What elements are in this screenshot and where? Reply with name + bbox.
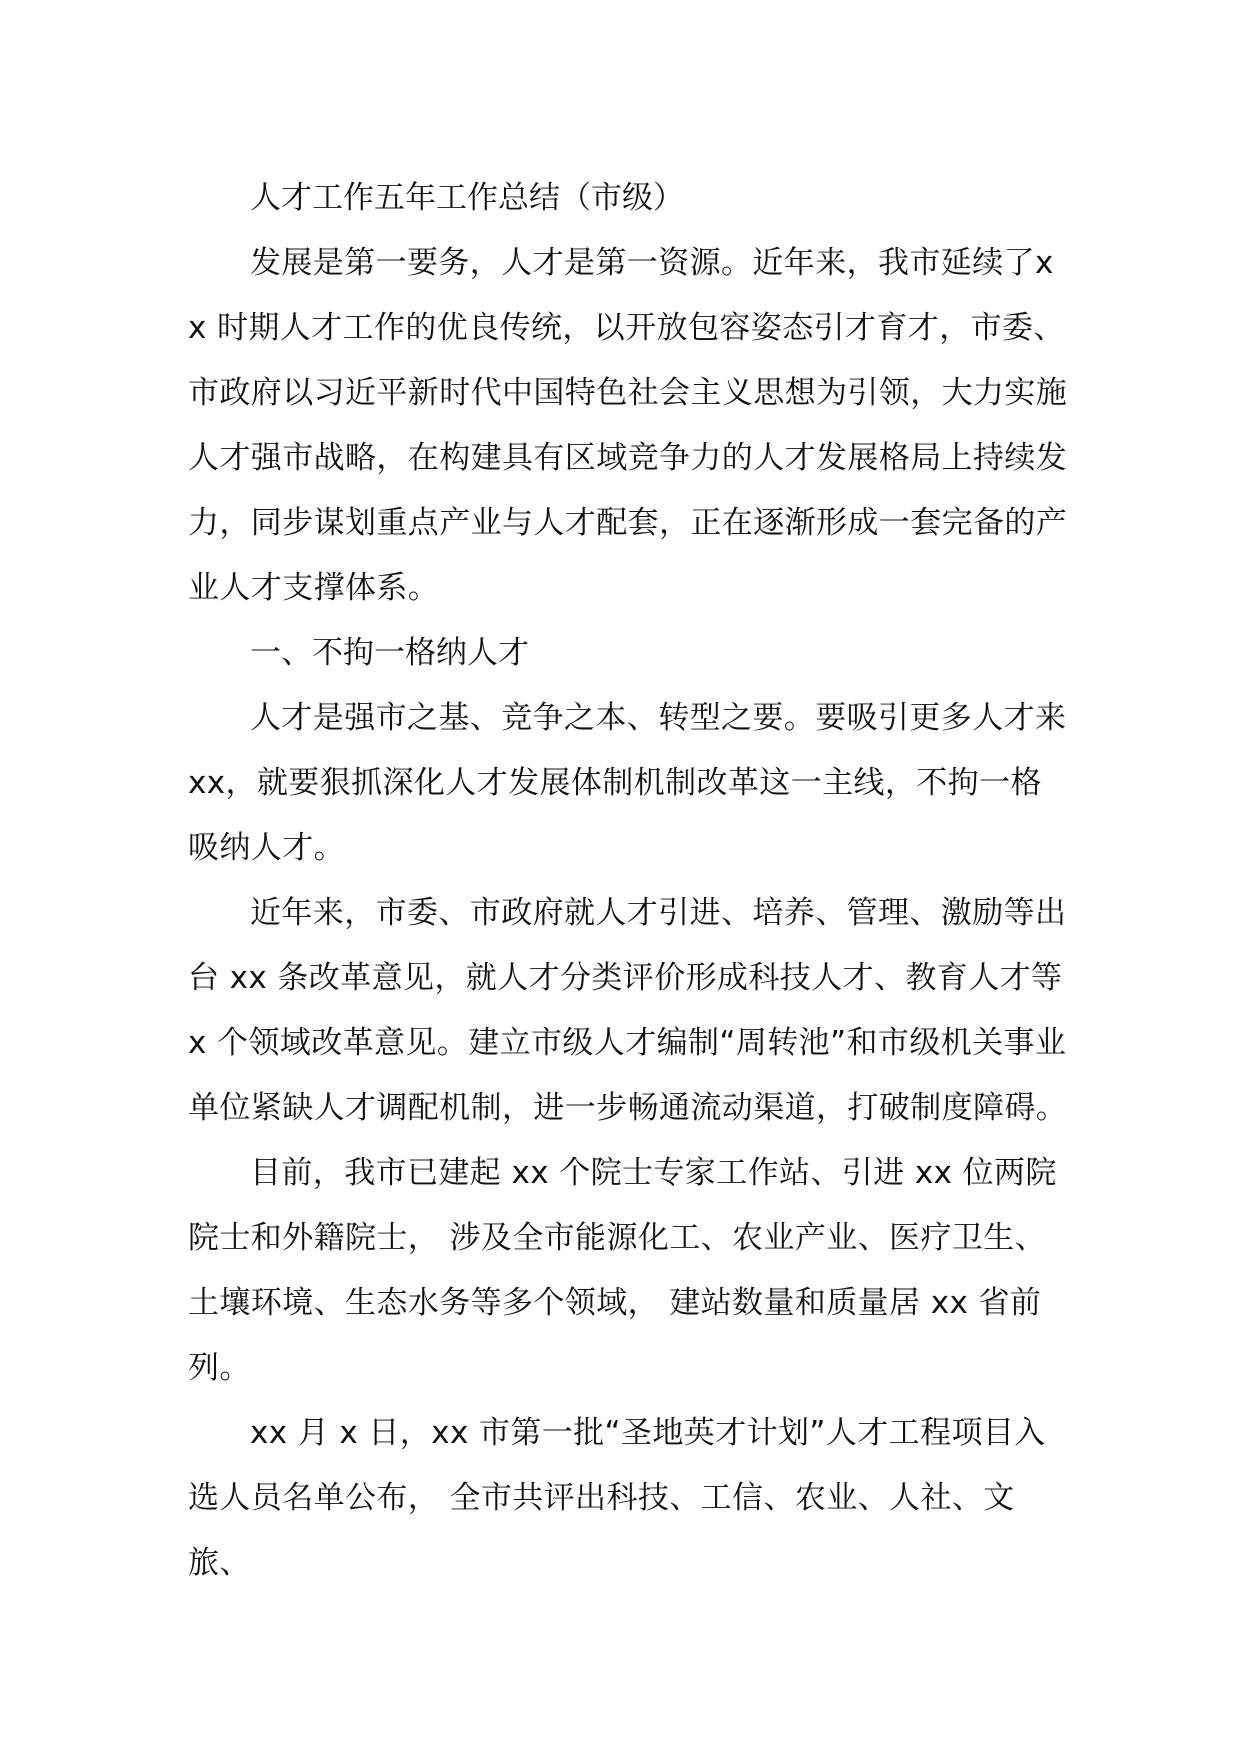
paragraph-reform-opinions: 近年来，市委、市政府就人才引进、培养、管理、激励等出台 xx 条改革意见，就人才分类评价形成科技人才、教育人才等 x 个领域改革意见。建立市级人才编制“周转池”和市级机关事业单位紧缺人才调配机制，进一步畅通流动渠道，打破制度障碍。	[188, 895, 1073, 1126]
document-body	[188, 166, 1077, 1596]
paragraph-intro: 发展是第一要务，人才是第一资源。近年来，我市延续了xx 时期人才工作的优良传统，以开放包容姿态引才育才，市委、市政府以习近平新时代中国特色社会主义思想为引领，大力实施人才强市战略，在构建具有区域竞争力的人才发展格局上持续发力，同步谋划重点产业与人才配套，正在逐渐形成一套完备的产业人才支撑体系。	[188, 245, 1068, 606]
document-title: 人才工作五年工作总结（市级）	[250, 180, 684, 216]
paragraph-talent-basis: 人才是强市之基、竞争之本、转型之要。要吸引更多人才来 xx，就要狠抓深化人才发展体制机制改革这一主线，不拘一格吸纳人才。	[188, 700, 1077, 866]
section-heading-1: 一、不拘一格纳人才	[250, 635, 529, 671]
paragraph-academician-stations: 目前，我市已建起 xx 个院士专家工作站、引进 xx 位两院院士和外籍院士， 涉及全市能源化工、农业产业、医疗卫生、土壤环境、生态水务等多个领域， 建站数量和质量居 xx 省前列。	[188, 1155, 1057, 1386]
paragraph-talent-plan: xx 月 x 日，xx 市第一批“圣地英才计划”人才工程项目入选人员名单公布， 全市共评出科技、工信、农业、人社、文旅、	[188, 1415, 1046, 1581]
